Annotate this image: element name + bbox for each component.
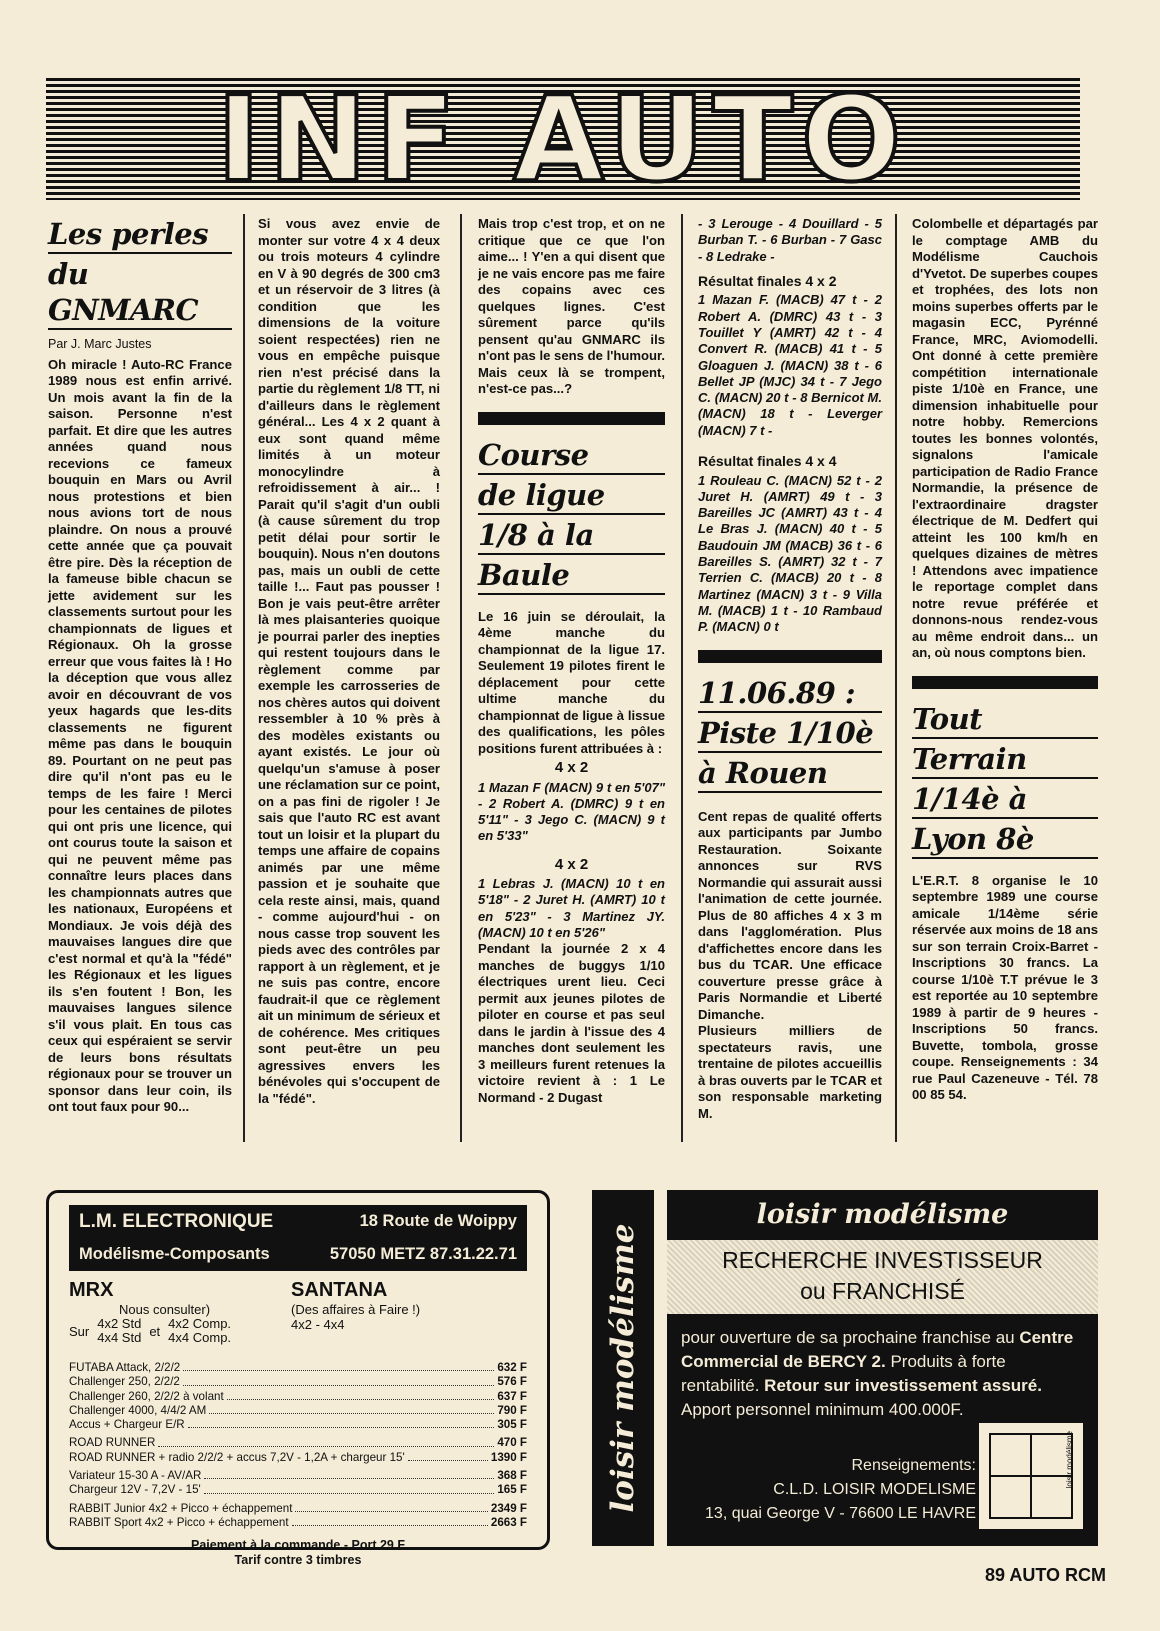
results-text: 1 Lebras J. (MACN) 10 t en 5'18" - 2 Juret H. (AMRT) 10 t en 5'23" - 3 Martinez JY. (MACN) 10 t en 5'26" xyxy=(478,876,665,941)
results-text: - 3 Lerouge - 4 Douillard - 5 Burban T. - 6 Burban - 7 Gasc - 8 Ledrake - xyxy=(698,216,882,264)
price-value: 165 F xyxy=(497,1483,527,1497)
price-row xyxy=(69,1418,527,1432)
results-heading: Résultat finales 4 x 4 xyxy=(698,453,837,470)
leader-dots xyxy=(188,1418,495,1428)
vertical-brand-band: loisir modélisme xyxy=(592,1190,654,1546)
price-item-name: ROAD RUNNER + radio 2/2/2 + accus 7,2V - 1,2A + chargeur 15' xyxy=(69,1450,405,1464)
price-row xyxy=(69,1436,527,1450)
article-body: Plusieurs milliers de spectateurs ravis, une trentaine de pilotes accueillis à bras ouverts par le TCAR et son responsable marketing M. xyxy=(698,1023,882,1121)
leader-dots xyxy=(183,1361,494,1371)
brand-santana: SANTANA (Des affaires à Faire !) 4x2 - 4x4 xyxy=(291,1279,421,1332)
price-value: 305 F xyxy=(497,1418,527,1432)
leader-dots xyxy=(227,1390,495,1400)
leader-dots xyxy=(292,1516,488,1526)
byline: Par J. Marc Justes xyxy=(48,337,152,351)
leader-dots xyxy=(295,1502,487,1512)
leader-dots xyxy=(408,1451,488,1461)
article-body: Colombelle et départagés par le comptage AMB du Modélisme Cauchois d'Yvetot. De superbes coupes et trophées, des lots non moins superbes offerts par le magasin ECC, Pyrénné France, MRC, Aviomodelli. Ont donné à cette première compétition internationale piste 1/10è en France, une dimension inhabituelle pour notre hobby. Remercions toutes les bonnes volontés, signalons l'amicale participation de Radio France Normandie, la présence de l'extraordinaire dragster électrique de M. Dedfert qui atteint les 100 km/h en quelques dizaines de mètres ! Attendons avec impatience le reportage complet dans notre revue préférée et donnons-nous rendez-vous au même endroit dans... un an, où nous comptons bien. xyxy=(912,216,1098,660)
article-title-tout-terrain: Tout Terrain 1/14è à Lyon 8è xyxy=(912,701,1098,859)
price-value: 1390 F xyxy=(490,1450,527,1464)
price-item-name: Challenger 250, 2/2/2 xyxy=(69,1375,180,1389)
column-divider xyxy=(681,214,683,1142)
article-body: Mais trop c'est trop, et on ne critique que ce que l'on aime... ! Y'en a qui disent que je ne vais encore pas me faire des copains avec ces quelques lignes. C'est sûrement parce qu'ils pensent qu'au GNMARC ils n'ont pas le sens de l'humour. Mais ceux là se trompent, n'est-ce pas...? xyxy=(478,216,665,396)
price-item-name: Challenger 260, 2/2/2 à volant xyxy=(69,1389,224,1403)
price-value: 470 F xyxy=(497,1436,527,1450)
column-5 xyxy=(912,216,1098,1104)
results-heading: Résultat finales 4 x 2 xyxy=(698,272,837,289)
column-divider xyxy=(460,214,462,1142)
price-value: 637 F xyxy=(497,1389,527,1403)
article-title-course-ligue: Course de ligue 1/8 à la Baule xyxy=(478,437,665,595)
article-body: Cent repas de qualité offerts aux participants par Jumbo Restauration. Soixante annonces sur RVS Normandie qui assurait aussi l'animation de cette journée. Plus de 80 affiches 4 x 3 m dans l'agglomération. Plus d'affichettes encore dans les bus du TCAR. Une efficace couverture presse grâce à Paris Normandie et Liberté Dimanche. xyxy=(698,808,882,1022)
price-item-name: FUTABA Attack, 2/2/2 xyxy=(69,1361,181,1374)
price-row xyxy=(69,1375,527,1389)
advert-loisir-modelisme xyxy=(667,1190,1098,1546)
category-heading: 4 x 2 xyxy=(554,855,589,873)
price-row xyxy=(69,1361,527,1375)
article-intro: Le 16 juin se déroulait, la 4ème manche du championnat de la ligue 17. Seulement 19 pilotes firent le déplacement pour cette ultime manche du championnat de ligue à lissue des qualifications, les pôles positions furent attribuées à : xyxy=(478,608,665,756)
brand-variants: Sur 4x2 Std 4x4 Std et 4x2 Comp. 4x4 Comp. xyxy=(69,1316,232,1345)
column-4 xyxy=(698,216,882,1122)
article-body: Pendant la journée 2 x 4 manches de buggys 1/10 électriques urent lieu. Ceci permit aux jeunes pilotes de piloter en course et pas seul dans le jardin à l'issue des 4 manches dont seulement les 3 meilleurs furent retenues la victoire revient à : 1 Le Normand - 2 Dugast xyxy=(478,941,665,1105)
price-row xyxy=(69,1469,527,1483)
price-value: 368 F xyxy=(497,1469,527,1483)
article-body: Oh miracle ! Auto-RC France 1989 nous est enfin arrivé. Un mois avant la fin de la saison. Personne n'est parfait. Et dire que les autres années quand nous recevions ce fameux bouquin en Mars ou Avril nous protestions et bien nous avions tort de nous plaindre. On nous a prouvé cette année que ça pouvait être pire. Dès la réception de la fameuse bible chacun se jette avidement sur les classements surtout pour les championnats de ligues et Régionaux. Oh la grosse erreur que vous faites là ! Ho la déception que vous allez avoir en découvrant de vos yeux hagards que les-dits classements ne figurent même pas dans le bouquin 89. Pourtant on ne peut pas dire qu'il n'ont pas eu le temps de les faire ! Merci pour les centaines de pilotes qui ont pris une licence, qui ont courus toute la saison et qui ne peuvent même pas connaître leurs places dans les championnats autres que les nationaux, Européens et Mondiaux. Je vois déjà des mauvaises langues dire que c'est normal et qu'à la "fédé" les Régionaux et les ligues ils s'en foutent ! Bon, les mauvaises langues silence s'il vous plait. En tous cas ceux qui espéraient se servir de leurs bons résultats régionaux pour se trouver un sponsor dans leur coin, ils ont tout faux pour 90... xyxy=(48,356,232,1114)
price-item-name: Accus + Chargeur E/R xyxy=(69,1418,185,1432)
price-value: 576 F xyxy=(497,1375,527,1389)
category-heading: 4 x 2 xyxy=(554,759,589,776)
page-footer: 89 AUTO RCM xyxy=(984,1565,1106,1585)
advert-footer: Paiement à la commande - Port 29 F Tarif contre 3 timbres xyxy=(191,1538,405,1568)
column-2 xyxy=(258,216,440,1107)
price-value: 790 F xyxy=(497,1403,527,1417)
advert-subheader: Modélisme-Composants 57050 METZ 87.31.22.71 xyxy=(69,1238,527,1271)
logo-icon: loisir modélisme xyxy=(978,1422,1084,1530)
price-item-name: ROAD RUNNER xyxy=(69,1436,156,1450)
masthead-banner xyxy=(46,78,1080,200)
article-title-rouen: 11.06.89 : Piste 1/10è à Rouen xyxy=(698,675,882,793)
price-row xyxy=(69,1516,527,1530)
advert-header: L.M. ELECTRONIQUE 18 Route de Woippy xyxy=(69,1205,527,1238)
price-row xyxy=(69,1483,527,1497)
price-row xyxy=(69,1404,527,1418)
results-text: 1 Rouleau C. (MACN) 52 t - 2 Juret H. (AMRT) 49 t - 3 Bareilles JC (AMRT) 43 t - 4 Le Bras J. (MACN) 40 t - 5 Baudouin JM (MACB) 36 t - 6 Bareilles S. (AMRT) 32 t - 7 Terrien C. (MACB) 20 t - 8 Martinez (MACN) 3 t - 9 Villa M. (MACB) 1 t - 10 Rambaud P. (MACN) 0 t xyxy=(698,472,882,635)
article-title-perles: Les perles du GNMARC xyxy=(48,216,232,330)
advert-lm-electronique xyxy=(46,1190,550,1568)
price-row xyxy=(69,1502,527,1516)
results-text: 1 Mazan F. (MACB) 47 t - 2 Robert A. (DMRC) 43 t - 3 Touillet Y (AMRT) 42 t - 4 Convert R. (MACB) 41 t - 5 Gloaguen J. (MACN) 38 t - 6 Bellet JP (MJC) 34 t - 7 Jego C. (MACN) 20 t - 8 Bernicot M. (MACN) 18 t - Leverger (MACN) 7 t - xyxy=(698,292,882,438)
masthead-title: INF AUTO xyxy=(216,78,910,200)
results-text: 1 Mazan F (MACN) 9 t en 5'07" - 2 Robert A. (DMRC) 9 t en 5'11" - 3 Jego C. (MACN) 9 t en 5'33" xyxy=(478,779,665,844)
leader-dots xyxy=(158,1436,494,1446)
leader-dots xyxy=(183,1375,494,1385)
price-value: 2663 F xyxy=(490,1515,527,1529)
leader-dots xyxy=(209,1404,494,1414)
column-3 xyxy=(478,216,665,1106)
price-row xyxy=(69,1390,527,1404)
brand-row xyxy=(69,1279,527,1345)
leader-dots xyxy=(204,1483,495,1493)
price-item-name: RABBIT Sport 4x2 + Picco + échappement xyxy=(69,1515,289,1529)
price-row xyxy=(69,1451,527,1465)
section-bar xyxy=(698,650,882,663)
price-item-name: RABBIT Junior 4x2 + Picco + échappement xyxy=(69,1501,293,1515)
section-bar xyxy=(478,412,665,425)
advert-brand: loisir modélisme xyxy=(667,1190,1098,1240)
price-item-name: Chargeur 12V - 7,2V - 15' xyxy=(69,1483,201,1497)
price-item-name: Variateur 15-30 A - AV/AR xyxy=(69,1469,202,1483)
column-1 xyxy=(48,216,232,1116)
advert-body: pour ouverture de sa prochaine franchise au Centre Commercial de BERCY 2. Produits à forte rentabilité. Retour sur investissement assuré. Apport personnel minimum 400.000F. Renseignements: C.L.D. LOISIR MODELISME 13, quai George V - 76600 LE HAVRE loisir modélisme xyxy=(667,1314,1098,1546)
advert-contact: Renseignements: C.L.D. LOISIR MODELISME 13, quai George V - 76600 LE HAVRE xyxy=(705,1457,976,1522)
price-value: 2349 F xyxy=(490,1501,527,1515)
price-item-name: Challenger 4000, 4/4/2 AM xyxy=(69,1403,207,1417)
section-bar xyxy=(912,676,1098,689)
column-divider xyxy=(243,214,245,1142)
leader-dots xyxy=(204,1469,494,1479)
article-body: L'E.R.T. 8 organise le 10 septembre 1989 une course amicale 1/14ème série réservée aux moins de 18 ans sur son terrain Croix-Barret - Inscriptions 30 francs. La course 1/10è T.T prévue le 3 est reportée au 10 septembre 1989 à partir de 9 heures - Inscriptions 50 francs. Buvette, tombola, grosse coupe. Renseignements : 34 rue Paul Cazeneuve - Tél. 78 00 85 54. xyxy=(912,872,1098,1102)
advert-headline: RECHERCHE INVESTISSEUR ou FRANCHISÉ xyxy=(667,1240,1098,1314)
column-divider xyxy=(895,214,897,1142)
price-list xyxy=(69,1361,527,1530)
price-value: 632 F xyxy=(497,1361,527,1374)
brand-mrx: MRX Nous consulter) Sur 4x2 Std 4x4 Std et 4x2 Comp. 4x4 Comp. xyxy=(69,1279,232,1345)
article-body: Si vous avez envie de monter sur votre 4 x 4 deux ou trois moteurs 4 cylindre en V à 90 degrés de 300 cm3 et un réservoir de 3 litres (à condition que les dimensions de la voiture soient respectées) rien ne vous en empêche puisque rien n'est précisé dans la partie du règlement 1/8 TT, ni d'ailleurs dans le règlement général... Les 4 x 2 quant à eux sont quand même limités à un moteur monocylindre à refroidissement à air... ! Parait qu'il s'agit d'un oubli (à cause sûrement du trop petit délai pour sortir le bouquin). Nous n'en doutons pas, mais un oubli de cette taille !... Faut pas pousser ! Bon je vais peut-être arrêter là mes plaisanteries quoique je pourrai parler des inepties qui restent toujours dans le règlement comme par exemple les carrosseries de nos chères autos qui doivent ressembler à 10 % près à des modèles existants ou ayant existés. Le jour où quelqu'un s'amuse à poser une réclamation sur ce point, on a pas fini de rigoler ! Je sais que l'auto RC est avant tout un loisir et la plupart du temps une affaire de copains animés par une même passion et je souhaite que cela reste ainsi, mais, quand - comme aujourd'hui - on nous casse trop souvent les pieds avec des contrôles par rapport à un règlement, et je ne suis pas contre, encore faudrait-il que ce règlement ait un minimum de sérieux et de cohérence. Mes critiques sont peut-être un peu agressives envers les bénévoles qui s'occupent de la "fédé". xyxy=(258,216,440,1106)
